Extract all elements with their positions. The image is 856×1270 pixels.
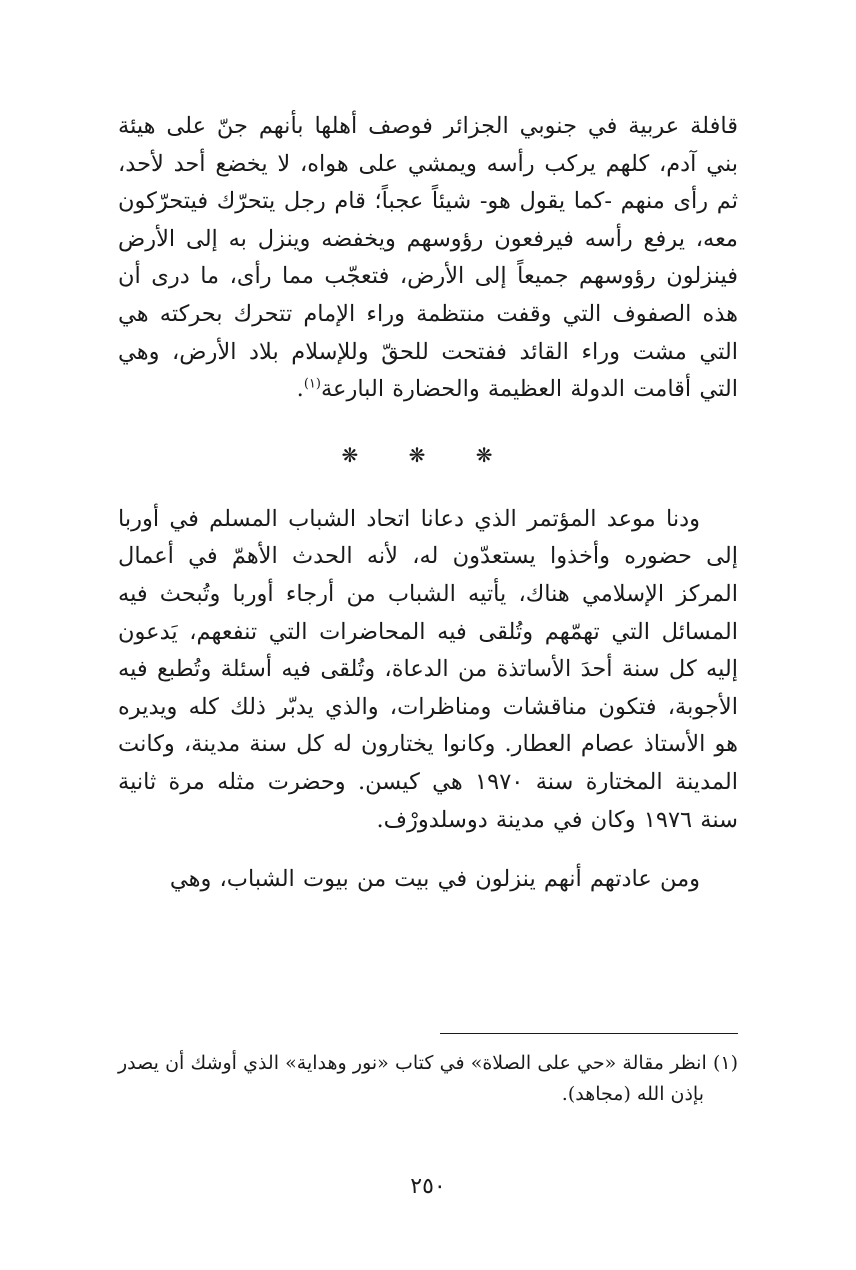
footnote-divider <box>440 1033 738 1034</box>
page-body <box>118 108 738 899</box>
paragraph-2: ودنا موعد المؤتمر الذي دعانا اتحاد الشباب المسلم في أوربا إلى حضوره وأخذوا يستعدّون له، لأنه الحدث الأهمّ في أعمال المركز الإسلامي هناك، يأتيه الشباب من أرجاء أوربا وتُبحث فيه المسائل التي تهمّهم وتُلقى فيه المحاضرات التي تنفعهم، يَدعون إليه كل سنة أحدَ الأساتذة من الدعاة، وتُلقى فيه أسئلة وتُطبع فيه الأجوبة، فتكون مناقشات ومناظرات، والذي يدبّر ذلك كله ويديره هو الأستاذ عصام العطار. وكانوا يختارون له كل سنة مدينة، وكانت المدينة المختارة سنة ١٩٧٠ هي كيسن. وحضرت مثله مرة ثانية سنة ١٩٧٦ وكان في مدينة دوسلدورْف. <box>118 505 738 833</box>
footnote-text: انظر مقالة «حي على الصلاة» في كتاب «نور وهداية» الذي أوشك أن يصدر بإذن الله (مجاهد). <box>118 1052 707 1105</box>
footnotes <box>118 1048 738 1110</box>
footnote-1 <box>118 1048 738 1110</box>
section-separator: ❋ ❋ ❋ <box>341 442 515 467</box>
paragraph-1 <box>118 108 738 409</box>
paragraph-gap <box>118 839 738 861</box>
paragraph-1-text: قافلة عربية في جنوبي الجزائر فوصف أهلها بأنهم جنّ على هيئة بني آدم، كلهم يركب رأسه ويمشي على هواه، لا يخضع أحد لأحد، ثم رأى منهم -كما يقول هو- شيئاً عجباً؛ قام رجل يتحرّك فيتحرّكون معه، يرفع رأسه فيرفعون رؤوسهم ويخفضه وينزل به إلى الأرض فينزلون رؤوسهم جميعاً إلى الأرض، فتعجّب مما رأى، ما درى أن هذه الصفوف التي وقفت منتظمة وراء الإمام تتحرك بحركته هي التي مشت وراء القائد ففتحت للحقّ وللإسلام بلاد الأرض، وهي التي أقامت الدولة العظيمة والحضارة البارعة <box>118 113 738 403</box>
footnote-number: (١) <box>712 1052 738 1074</box>
paragraph-1-end: . <box>296 376 304 403</box>
page-number: ٢٥٠ <box>410 1174 446 1199</box>
footnote-reference[interactable]: (١) <box>303 376 321 392</box>
paragraph-3: ومن عادتهم أنهم ينزلون في بيت من بيوت الشباب، وهي <box>169 866 700 893</box>
